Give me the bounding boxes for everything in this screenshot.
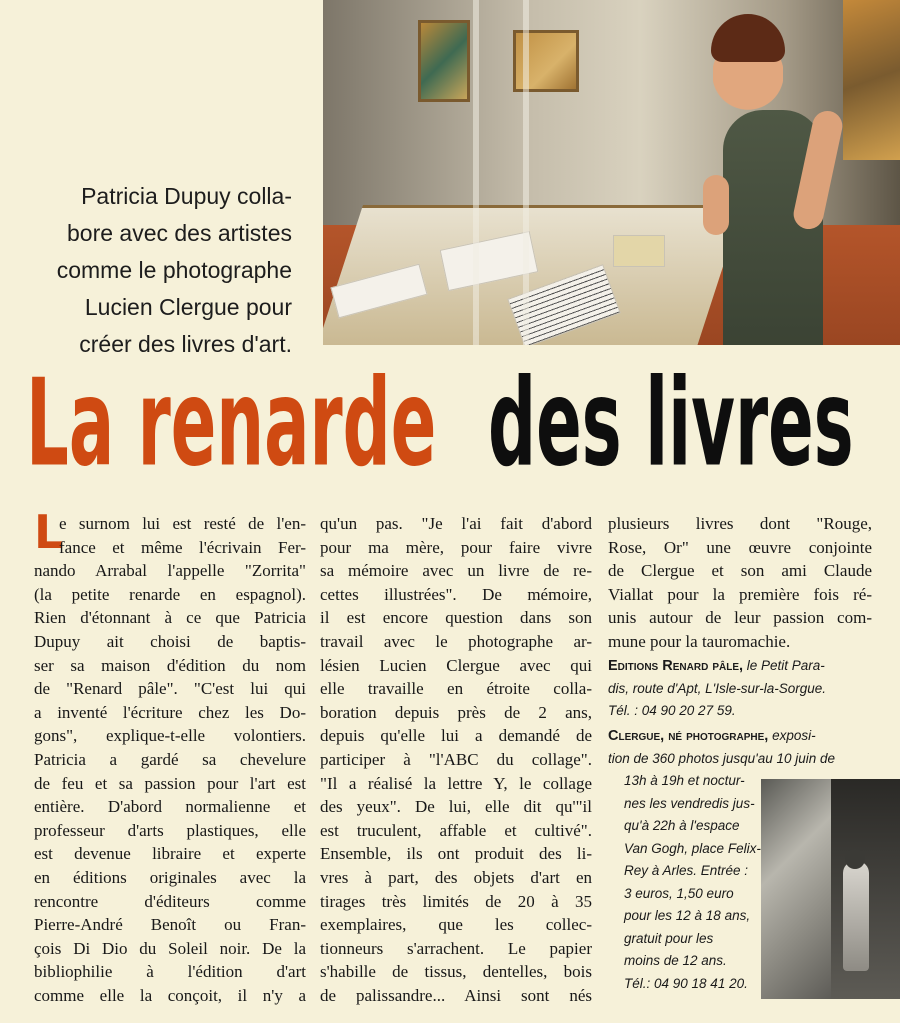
caption-line: bore avec des artistes bbox=[66, 220, 292, 246]
article-column-2 bbox=[320, 512, 592, 1007]
exhibition-label: Clergue, né photographe, bbox=[608, 728, 769, 744]
caption-line: Patricia Dupuy colla- bbox=[81, 183, 292, 209]
info-phone: Tél. : 04 90 20 27 59. bbox=[608, 703, 736, 718]
info-text: tion de 360 photos jusqu'au 10 juin de bbox=[608, 750, 836, 766]
caption-line: comme le photographe bbox=[56, 257, 292, 283]
text-line: (la petite renarde en espagnol). bbox=[34, 584, 306, 604]
text-line: exemplaires, que les collec- bbox=[320, 915, 592, 935]
article-headline bbox=[26, 348, 876, 498]
text-line: sa mémoire avec un livre de re- bbox=[320, 561, 592, 581]
headline-part-accent: La renarde bbox=[26, 353, 437, 493]
info-text: Rey à Arles. Entrée : bbox=[624, 863, 749, 878]
text-line: Dupuy ait choisi de baptis- bbox=[34, 631, 306, 651]
article-column-3 bbox=[608, 512, 872, 654]
text-line: vres à part, des objets d'art en bbox=[320, 867, 592, 887]
text-line: bibliophilie à l'édition d'art bbox=[34, 962, 306, 982]
publisher-info bbox=[608, 655, 872, 723]
text-line: cettes illustrées". De mémoire, bbox=[320, 584, 592, 604]
text-line: des yeux". De lui, elle dit qu'"il bbox=[320, 797, 592, 817]
text-line: Viallat pour la première fois ré- bbox=[608, 584, 872, 604]
photo-figure-head bbox=[845, 849, 865, 869]
article-column-1 bbox=[34, 505, 306, 1007]
text-line: çois Di Dio du Soleil noir. De la bbox=[34, 938, 306, 958]
text-line: de Clergue et son ami Claude bbox=[608, 561, 872, 581]
text-line: gons", explique-t-elle volontiers. bbox=[34, 726, 306, 746]
text-line: est truculent, affable et cultivé". bbox=[320, 820, 592, 840]
text-line: a inventé l'écriture chez les Do- bbox=[34, 702, 306, 722]
text-line: de "Renard pâle". "C'est lui qui bbox=[34, 679, 306, 699]
wall-painting bbox=[418, 20, 470, 102]
text-line: elle travaille en étroite colla- bbox=[320, 679, 592, 699]
text-line: Ensemble, ils ont produit des li- bbox=[320, 844, 592, 864]
text-line: ser sa maison d'édition du nom bbox=[34, 655, 306, 675]
text-line: Patricia a gardé sa chevelure bbox=[34, 749, 306, 769]
text-line: lésien Lucien Clergue avec qui bbox=[320, 655, 592, 675]
info-text: gratuit pour les bbox=[624, 930, 714, 946]
drop-cap: L bbox=[34, 505, 64, 559]
wall-painting bbox=[843, 0, 900, 160]
text-line: tirages très limités de 20 à 35 bbox=[320, 891, 592, 911]
text-line: e surnom lui est resté de l'en- bbox=[59, 514, 306, 533]
publisher-label: Editions Renard pâle, bbox=[608, 658, 744, 674]
text-line: depuis qu'elle lui a demandé de bbox=[320, 726, 592, 746]
text-line: entière. D'abord normalienne et bbox=[34, 797, 306, 817]
info-text: nes les vendredis jus- bbox=[624, 795, 755, 811]
text-line: mune pour la tauromachie. bbox=[608, 631, 791, 651]
text-line: s'habille de tissus, dentelles, bois bbox=[320, 962, 592, 982]
info-text: 13h à 19h et noctur- bbox=[624, 773, 745, 788]
caption-line: créer des livres d'art. bbox=[79, 331, 292, 357]
text-line: comme elle la conçoit, il n'y a bbox=[34, 985, 306, 1005]
info-text: exposi- bbox=[768, 728, 816, 743]
caption-line: Lucien Clergue pour bbox=[84, 294, 292, 320]
headline-part-dark: des livres bbox=[488, 353, 854, 493]
glass-edge bbox=[473, 0, 479, 345]
text-line: qu'un pas. "Je l'ai fait d'abord bbox=[320, 514, 592, 533]
info-text: qu'à 22h à l'espace bbox=[624, 818, 740, 833]
text-line: pour ma mère, pour faire vivre bbox=[320, 537, 592, 557]
text-line: boration depuis près de 2 ans, bbox=[320, 702, 592, 722]
info-text: moins de 12 ans. bbox=[624, 953, 727, 968]
info-text: le Petit Para- bbox=[743, 658, 825, 673]
text-line: Rose, Or" une œuvre conjointe bbox=[608, 537, 872, 557]
text-line: il est encore question dans son bbox=[320, 608, 592, 628]
text-line: fance et même l'écrivain Fer- bbox=[59, 537, 306, 557]
info-text: dis, route d'Apt, L'Isle-sur-la-Sorgue. bbox=[608, 680, 827, 696]
info-text: pour les 12 à 18 ans, bbox=[624, 908, 751, 923]
woman-arm bbox=[703, 175, 729, 235]
text-line: en éditions originales avec la bbox=[34, 867, 306, 887]
glass-edge bbox=[523, 0, 529, 345]
text-line: travail avec le photographe ar- bbox=[320, 631, 592, 651]
text-line: de palissandre... Ainsi sont nés bbox=[320, 985, 592, 1005]
text-line: rencontre d'éditeurs comme bbox=[34, 891, 306, 911]
text-line: Rien d'étonnant à ce que Patricia bbox=[34, 608, 306, 628]
text-line: "Il a réalisé la lettre Y, le collage bbox=[320, 773, 592, 793]
text-line: unis autour de leur passion com- bbox=[608, 608, 872, 628]
text-line: de feu et sa passion pour l'art est bbox=[34, 773, 306, 793]
text-line: professeur d'arts plastiques, elle bbox=[34, 820, 306, 840]
info-text: Van Gogh, place Felix- bbox=[624, 840, 761, 856]
displayed-book bbox=[613, 235, 665, 267]
photographer-photo bbox=[761, 779, 900, 999]
text-line: tionneurs s'arrachent. Le papier bbox=[320, 938, 592, 958]
text-line: Pierre-André Benoît ou Fran- bbox=[34, 915, 306, 935]
text-line: plusieurs livres dont "Rouge, bbox=[608, 514, 872, 533]
info-text: 3 euros, 1,50 euro bbox=[624, 885, 734, 901]
text-line: participer à "l'ABC du collage". bbox=[320, 749, 592, 769]
photo-figure bbox=[843, 861, 869, 971]
gallery-photo bbox=[323, 0, 900, 345]
info-phone: Tél.: 04 90 18 41 20. bbox=[624, 975, 748, 991]
text-line: est devenue libraire et experte bbox=[34, 844, 306, 864]
text-line: nando Arrabal l'appelle "Zorrita" bbox=[34, 561, 306, 581]
